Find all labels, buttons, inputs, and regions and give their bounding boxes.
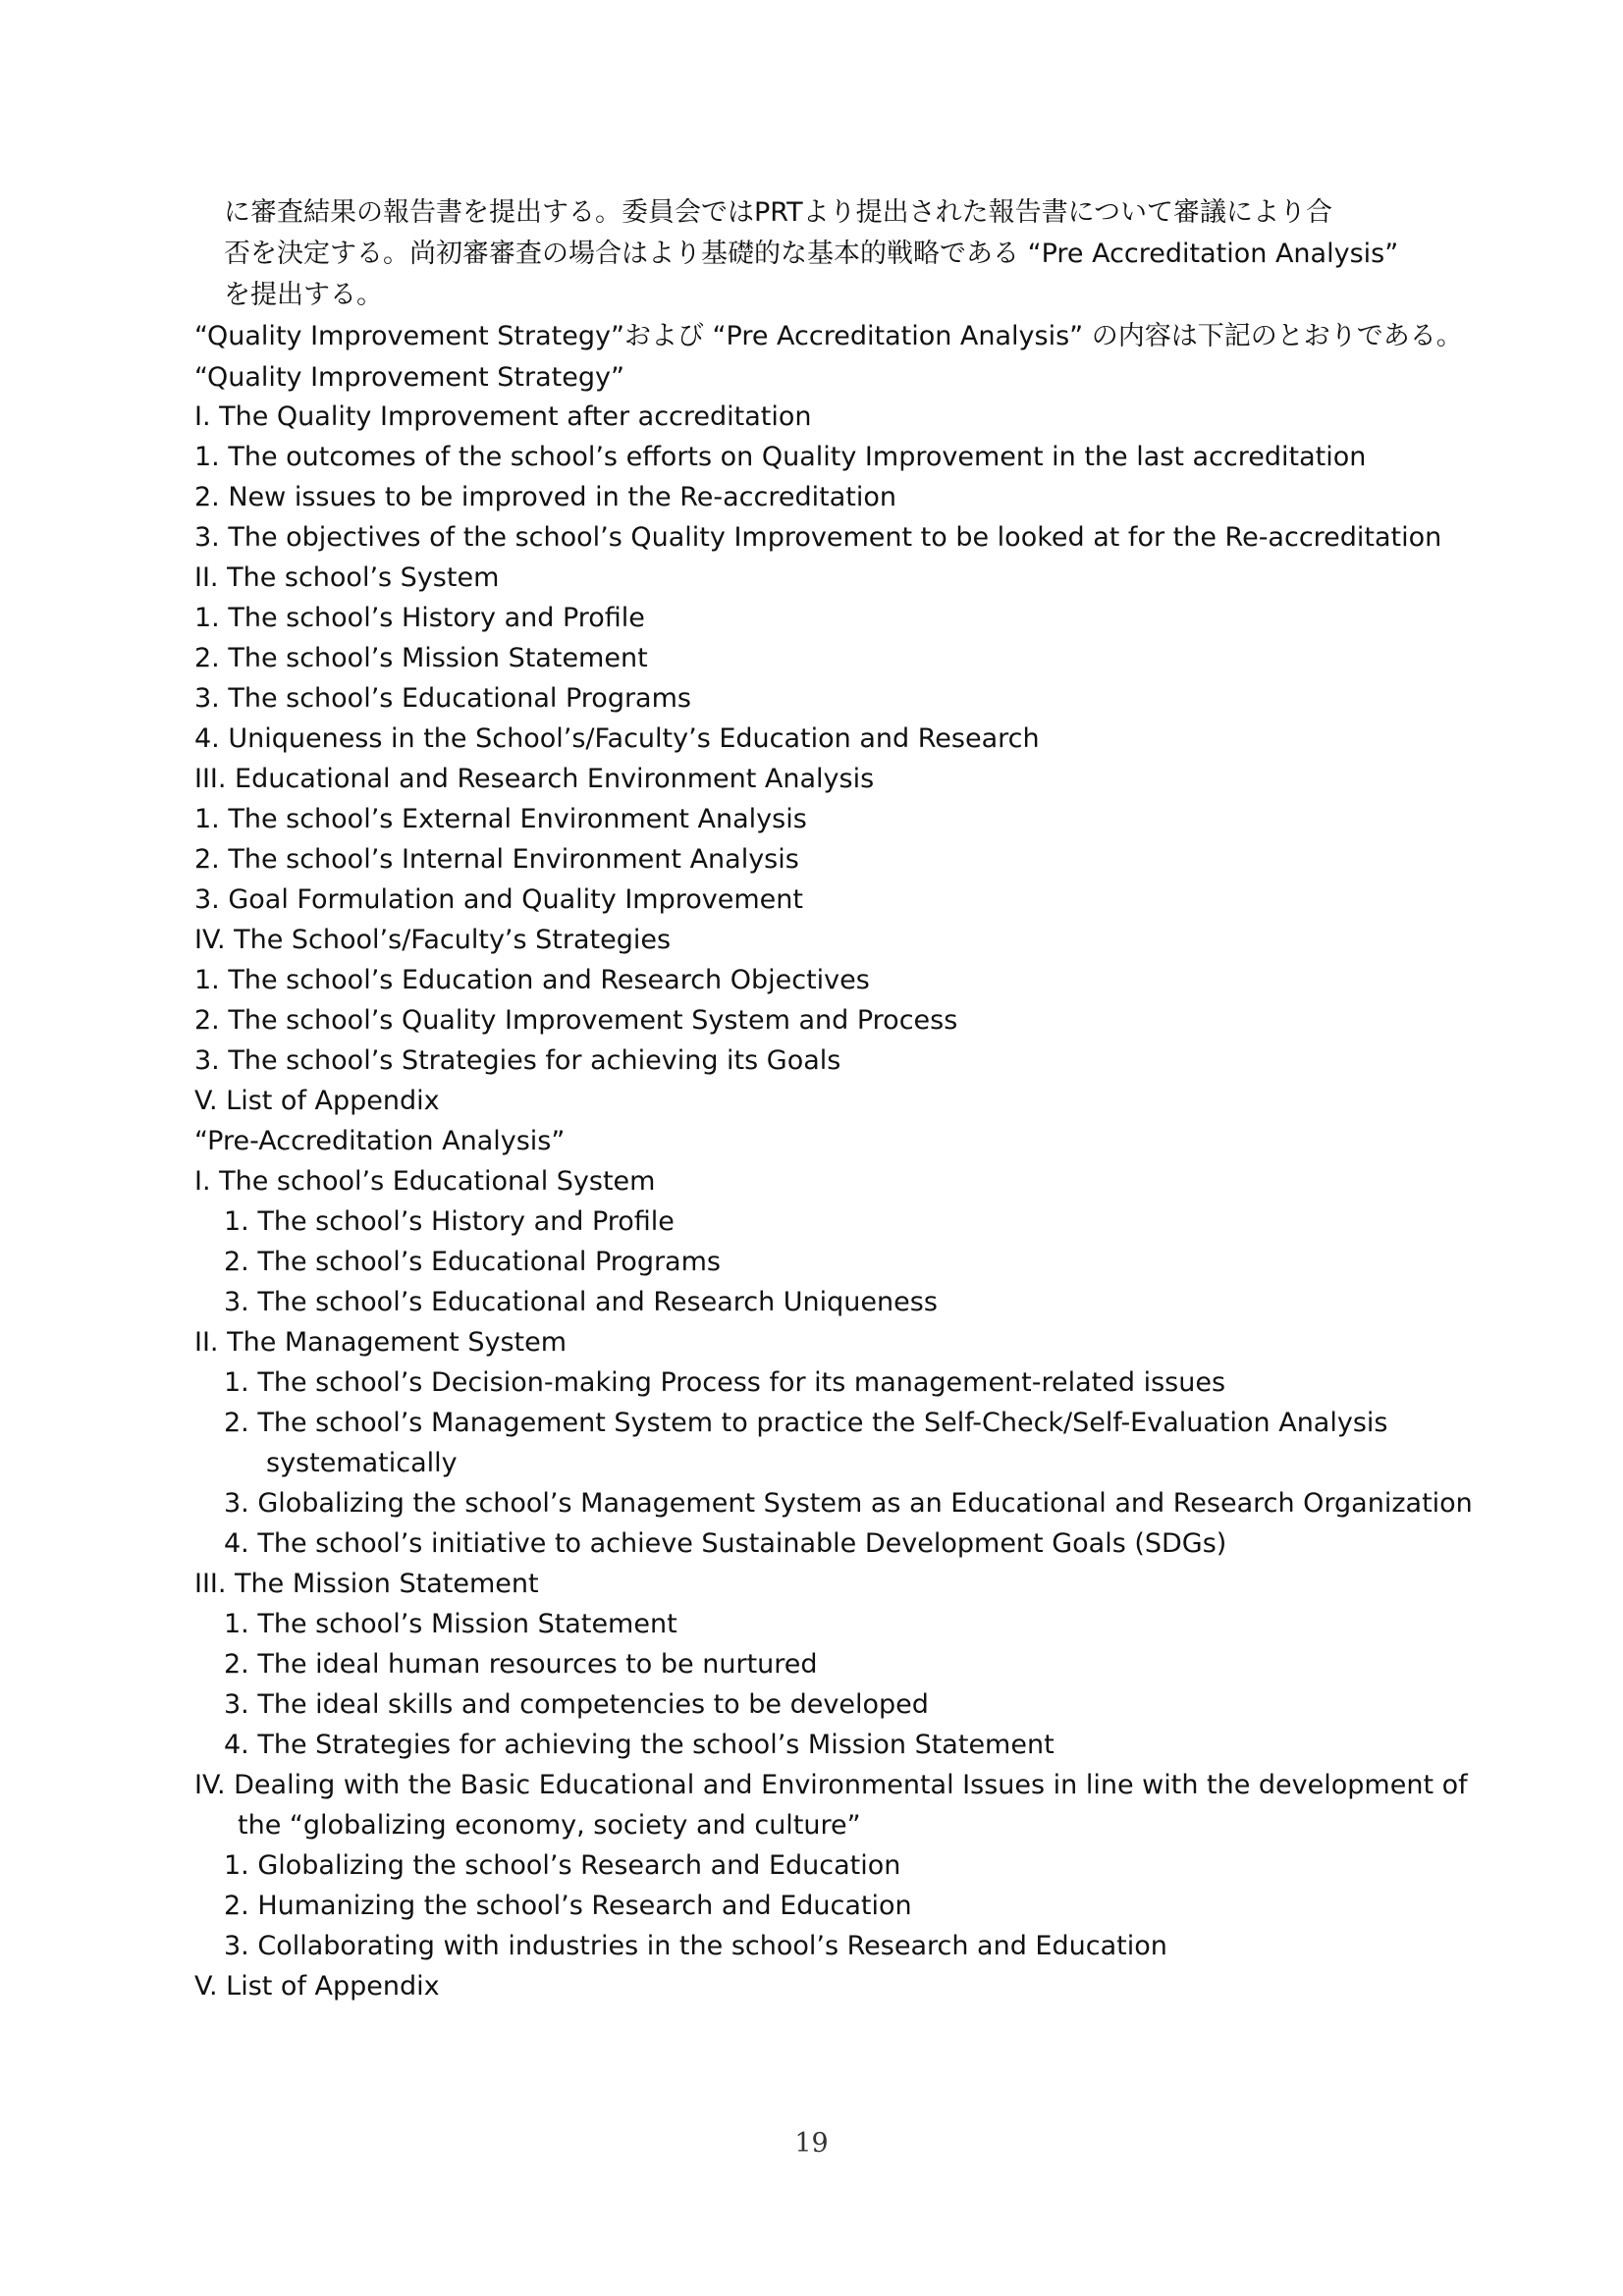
qis-line: I. The Quality Improvement after accreditation [194, 401, 812, 432]
paa-item-continuation: systematically [266, 1448, 458, 1478]
paa-item: 3. Globalizing the school’s Management System as an Educational and Research Organization [224, 1488, 1473, 1519]
paa-item: 3. The ideal skills and competencies to be developed [224, 1689, 929, 1720]
paa-section-2: II. The Management System [194, 1327, 568, 1358]
paa-section-5: V. List of Appendix [194, 1971, 440, 2002]
intro-line-2: 否を決定する。尚初審審査の場合はより基礎的な基本的戦略である “Pre Accreditation Analysis” [224, 239, 1399, 269]
paa-item: 2. Humanizing the school’s Research and Education [224, 1891, 912, 1921]
qis-line: III. Educational and Research Environment Analysis [194, 764, 875, 794]
paa-item: 3. Collaborating with industries in the school’s Research and Education [224, 1931, 1167, 1961]
qis-line: 3. The school’s Strategies for achieving its Goals [194, 1045, 841, 1076]
qis-line: 1. The outcomes of the school’s efforts on Quality Improvement in the last accreditation [194, 442, 1367, 472]
qis-line: 3. The school’s Educational Programs [194, 683, 691, 714]
paa-item: 3. The school’s Educational and Research Uniqueness [224, 1287, 938, 1317]
paa-item: 1. The school’s Decision-making Process for its management-related issues [224, 1367, 1226, 1398]
qis-line: 2. New issues to be improved in the Re-accreditation [194, 482, 896, 512]
paa-section-1: I. The school’s Educational System [194, 1166, 656, 1197]
qis-line: 2. The school’s Quality Improvement System and Process [194, 1005, 958, 1036]
qis-line: IV. The School’s/Faculty’s Strategies [194, 925, 672, 955]
paa-item: 4. The school’s initiative to achieve Sustainable Development Goals (SDGs) [224, 1528, 1227, 1559]
paa-section-3: III. The Mission Statement [194, 1569, 539, 1599]
paa-item: 2. The school’s Educational Programs [224, 1247, 721, 1277]
paa-item: 1. Globalizing the school’s Research and Education [224, 1850, 901, 1881]
intro-line-1: に審査結果の報告書を提出する。委員会ではPRTより提出された報告書について審議により合 [224, 197, 1333, 228]
qis-line: 1. The school’s History and Profile [194, 603, 645, 633]
qis-line: 2. The school’s Internal Environment Analysis [194, 844, 799, 875]
paa-item: 1. The school’s History and Profile [224, 1206, 675, 1237]
intro-line-3: を提出する。 [224, 280, 383, 310]
paa-item: 4. The Strategies for achieving the school’s Mission Statement [224, 1730, 1055, 1760]
paa-heading: “Pre-Accreditation Analysis” [194, 1126, 566, 1156]
paa-item: 1. The school’s Mission Statement [224, 1609, 677, 1639]
qis-line: II. The school’s System [194, 562, 500, 593]
qis-heading: “Quality Improvement Strategy” [194, 362, 624, 393]
paa-section-4-continuation: the “globalizing economy, society and culture” [238, 1810, 861, 1841]
paa-section-4: IV. Dealing with the Basic Educational and Environmental Issues in line with the development of [194, 1770, 1468, 1800]
qis-line: V. List of Appendix [194, 1086, 440, 1116]
paa-item: 2. The ideal human resources to be nurtured [224, 1649, 818, 1680]
intro-line-4: “Quality Improvement Strategy”および “Pre Accreditation Analysis” の内容は下記のとおりである。 [194, 321, 1463, 351]
qis-line: 1. The school’s Education and Research Objectives [194, 965, 870, 995]
page-number: 19 [794, 2128, 829, 2159]
qis-line: 3. The objectives of the school’s Quality Improvement to be looked at for the Re-accreditation [194, 522, 1442, 553]
qis-line: 3. Goal Formulation and Quality Improvement [194, 884, 803, 915]
qis-line: 2. The school’s Mission Statement [194, 643, 648, 673]
qis-line: 4. Uniqueness in the School’s/Faculty’s Education and Research [194, 723, 1040, 754]
qis-line: 1. The school’s External Environment Analysis [194, 804, 807, 834]
paa-item: 2. The school’s Management System to practice the Self-Check/Self-Evaluation Analysis [224, 1408, 1388, 1438]
